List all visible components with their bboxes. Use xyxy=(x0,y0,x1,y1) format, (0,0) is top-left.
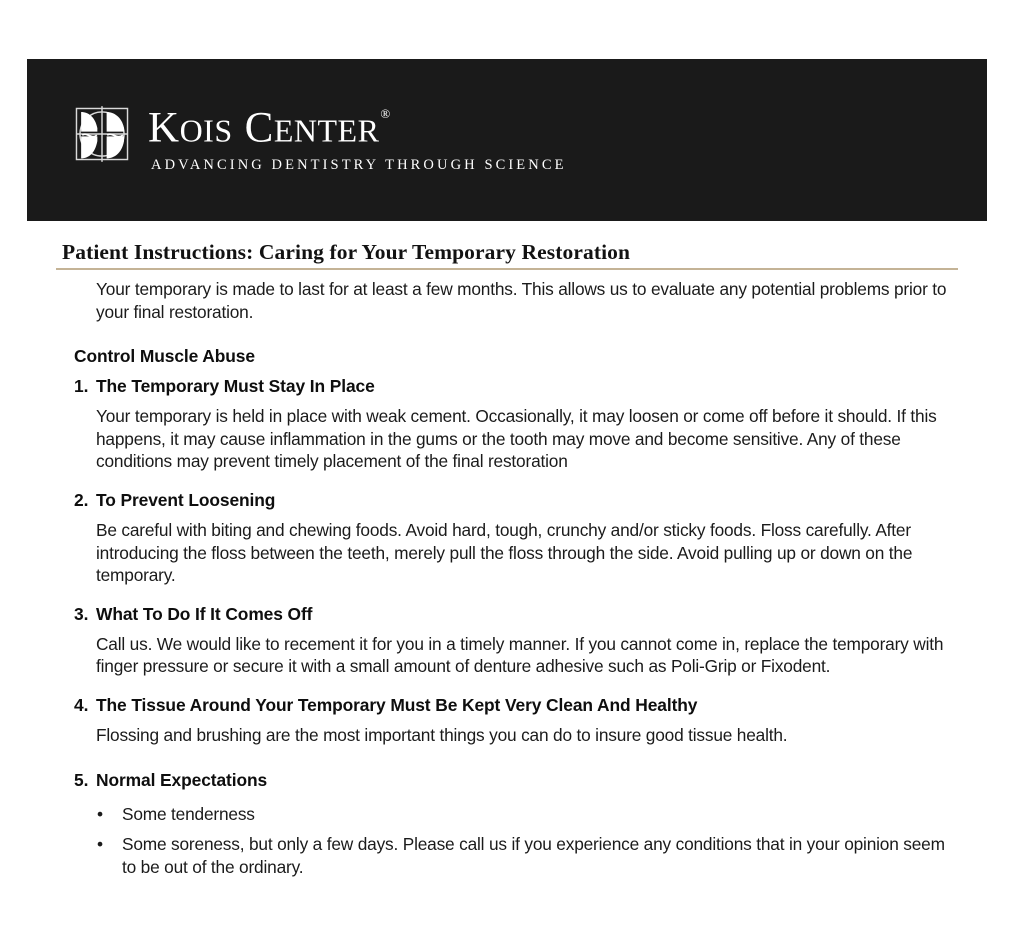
page-title: Patient Instructions: Caring for Your Temporary Restoration xyxy=(62,240,631,264)
list-item-body: Be careful with biting and chewing foods. Avoid hard, tough, crunchy and/or sticky foods. Floss carefully. After introducing the floss between the teeth, merely pull the floss through the side. Avoid pulling up or down on the temporary. xyxy=(96,519,913,586)
list-item-number: 5. xyxy=(74,769,89,790)
list-item-number: 1. xyxy=(74,376,89,397)
list-item-title: What To Do If It Comes Off xyxy=(96,603,313,624)
registered-trademark-icon: ® xyxy=(380,106,391,121)
spacer xyxy=(0,511,1016,519)
wordmark-enter: ENTER xyxy=(273,112,380,149)
list-item-number: 4. xyxy=(74,694,89,715)
list-item-body: Call us. We would like to recement it for you in a timely manner. If you cannot come in, replace the temporary with finger pressure or secure it with a small amount of denture adhesive such as Poli-Grip or Fixodent. xyxy=(96,633,944,677)
wordmark-ois: OIS xyxy=(179,112,233,149)
spacer xyxy=(0,587,1016,603)
wordmark-c: C xyxy=(244,104,274,152)
list-item-title: To Prevent Loosening xyxy=(96,489,276,510)
spacer xyxy=(0,625,1016,633)
list-item xyxy=(0,803,1016,826)
bullet-point-icon: • xyxy=(97,834,103,855)
spacer xyxy=(0,323,1016,345)
normal-expectations-bullet-list xyxy=(0,803,1016,879)
kois-center-logo xyxy=(73,99,567,174)
list-item-title: The Temporary Must Stay In Place xyxy=(96,376,375,397)
list-item-title: The Tissue Around Your Temporary Must Be Kept Very Clean And Healthy xyxy=(96,694,698,715)
bullet-text: Some soreness, but only a few days. Please call us if you experience any conditions that in your opinion seem to be out of the ordinary. xyxy=(122,834,945,877)
list-item-number: 3. xyxy=(74,603,89,624)
spacer xyxy=(0,367,1016,375)
list-item xyxy=(0,489,1016,511)
spacer xyxy=(0,716,1016,724)
list-item-number: 2. xyxy=(74,489,89,510)
list-item xyxy=(0,833,1016,878)
wordmark-k: K xyxy=(148,104,180,152)
list-item xyxy=(0,769,1016,791)
list-item xyxy=(0,694,1016,716)
intro-paragraph: Your temporary is made to last for at least a few months. This allows us to evaluate any potential problems prior to your final restoration. xyxy=(96,279,947,322)
list-item-body: Flossing and brushing are the most important things you can do to insure good tissue health. xyxy=(96,724,788,745)
list-item xyxy=(0,375,1016,397)
brand-tagline: ADVANCING DENTISTRY THROUGH SCIENCE xyxy=(151,157,567,174)
brand-header-band xyxy=(27,59,987,221)
kois-tooth-diagram-mark-icon xyxy=(73,105,131,163)
list-item-title: Normal Expectations xyxy=(96,769,268,790)
spacer xyxy=(0,473,1016,489)
document-body xyxy=(0,276,1016,878)
spacer xyxy=(0,678,1016,694)
spacer xyxy=(0,747,1016,769)
bullet-point-icon: • xyxy=(97,803,103,824)
section-heading-control-muscle-abuse: Control Muscle Abuse xyxy=(74,346,255,367)
title-divider-rule xyxy=(56,268,958,270)
list-item-body: Your temporary is held in place with weak cement. Occasionally, it may loosen or come off before it should. If this happens, it may cause inflammation in the gums or the tooth may move and become sensitive. Any of these conditions may prevent timely placement of the final restoration xyxy=(96,406,937,472)
spacer xyxy=(0,397,1016,405)
logo-text-block xyxy=(148,99,567,174)
list-item xyxy=(0,603,1016,625)
spacer xyxy=(0,825,1016,833)
spacer xyxy=(0,791,1016,803)
brand-wordmark xyxy=(148,99,567,153)
bullet-text: Some tenderness xyxy=(122,803,255,824)
